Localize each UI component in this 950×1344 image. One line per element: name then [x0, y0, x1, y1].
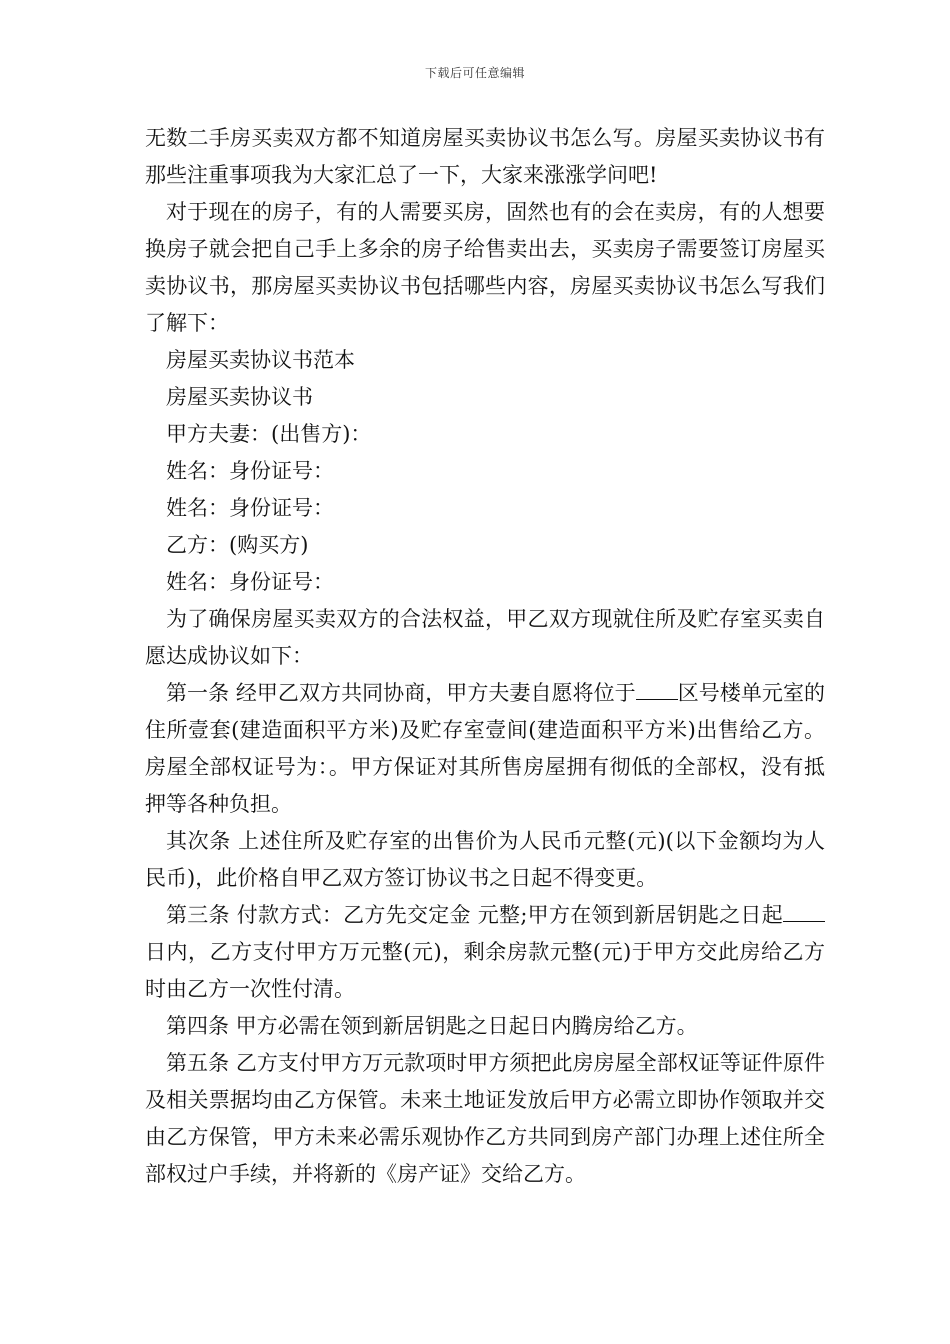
purpose-paragraph: 为了确保房屋买卖双方的合法权益，甲乙双方现就住所及贮存室买卖自愿达成协议如下： [145, 607, 825, 668]
page-header-note: 下载后可任意编辑 [424, 66, 525, 80]
article-4: 第四条 甲方必需在领到新居钥匙之日起日内腾房给乙方。 [166, 1014, 698, 1038]
article-1 [145, 675, 825, 823]
party-a-name-2: 姓名：身份证号： [166, 496, 334, 520]
party-b-line: 乙方：(购买方) [166, 533, 309, 557]
blank-line [783, 903, 825, 922]
party-a-name-1: 姓名：身份证号： [166, 459, 334, 483]
sample-title: 房屋买卖协议书范本 [166, 348, 355, 372]
document-body [145, 120, 825, 1193]
article-2: 其次条 上述住所及贮存室的出售价为人民币元整(元)(以下金额均为人民币)，此价格自甲乙双方签订协议书之日起不得变更。 [145, 829, 825, 890]
article-1-start: 第一条 经甲乙双方共同协商，甲方夫妻自愿将位于 [166, 681, 636, 705]
article-3-end: 日内，乙方支付甲方万元整(元)，剩余房款元整(元)于甲方交此房给乙方时由乙方一次性付清。 [145, 940, 825, 1001]
article-5: 第五条 乙方支付甲方万元款项时甲方须把此房房屋全部权证等证件原件及相关票据均由乙方保管。未来土地证发放后甲方必需立即协作领取并交由乙方保管，甲方未来必需乐观协作乙方共同到房产部门办理上述住所全部权过户手续，并将新的《房产证》交给乙方。 [145, 1051, 825, 1186]
party-b-name: 姓名：身份证号： [166, 570, 334, 594]
blank-line [636, 681, 678, 700]
paragraph-1: 对于现在的房子，有的人需要买房，固然也有的会在卖房，有的人想要换房子就会把自己手上多余的房子给售卖出去，买卖房子需要签订房屋买卖协议书，那房屋买卖协议书包括哪些内容，房屋买卖协议书怎么写我们了解下： [145, 200, 825, 335]
article-3 [145, 897, 825, 1008]
party-a-line: 甲方夫妻：(出售方)： [166, 422, 372, 446]
article-3-start: 第三条 付款方式：乙方先交定金 元整;甲方在领到新居钥匙之日起 [166, 903, 783, 927]
document-title: 房屋买卖协议书 [166, 385, 313, 409]
article-1-end: 区号楼单元室的住所壹套(建造面积平方米)及贮存室壹间(建造面积平方米)出售给乙方。房屋全部权证号为：。甲方保证对其所售房屋拥有彻低的全部权，没有抵押等各种负担。 [145, 681, 825, 816]
intro-paragraph: 无数二手房买卖双方都不知道房屋买卖协议书怎么写。房屋买卖协议书有那些注重事项我为大家汇总了一下，大家来涨涨学问吧! [145, 126, 825, 187]
